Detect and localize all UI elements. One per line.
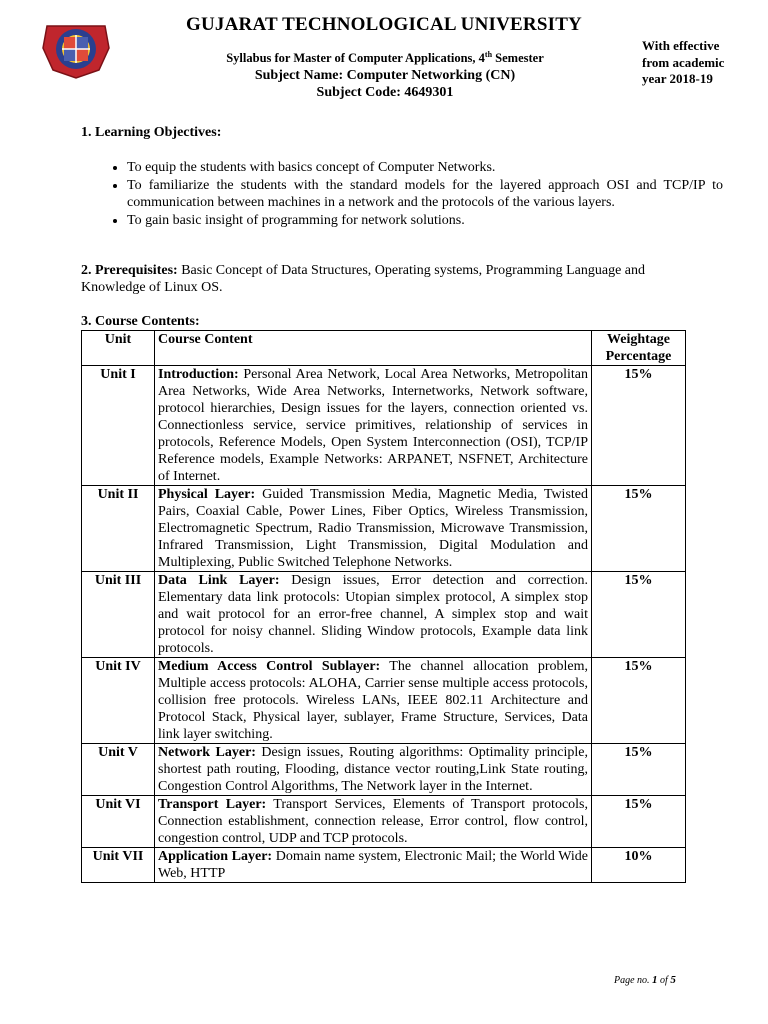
effective-year-note: With effective from academic year 2018-19 [642,38,725,86]
unit-label: Unit III [82,572,155,658]
subject-code: Subject Code: 4649301 [316,85,454,101]
list-item: • To familiarize the students with the standard models for the layered approach OSI and TCP/IP to communication between machines in a network and the protocols of the various layers. [127,177,723,211]
header-course-content: Course Content [155,331,592,366]
unit-label: Unit I [82,366,155,486]
unit-content: Transport Layer: Transport Services, Elements of Transport protocols, Connection establishment, connection release, Error control, flow control, congestion control, UDP and TCP protocols. [155,796,592,848]
unit-content: Network Layer: Design issues, Routing algorithms: Optimality principle, shortest path routing, Flooding, distance vector routing,Link State routing, Congestion Control Algorithms, The Network layer in the Internet. [155,744,592,796]
syllabus-header [150,46,620,101]
unit-weightage: 15% [592,486,686,572]
unit-label: Unit V [82,744,155,796]
table-row [82,572,686,658]
header-unit: Unit [82,331,155,366]
section-course-contents-title: 3. Course Contents: [81,314,200,329]
table-row [82,796,686,848]
table-header-row [82,331,686,366]
table-row [82,658,686,744]
unit-label: Unit VII [82,848,155,883]
table-row [82,744,686,796]
header-weightage: Weightage Percentage [592,331,686,366]
table-row [82,486,686,572]
list-item: • To equip the students with basics concept of Computer Networks. [127,159,723,176]
unit-content: Physical Layer: Guided Transmission Media, Magnetic Media, Twisted Pairs, Coaxial Cable, Power Lines, Fiber Optics, Wireless Transmission, Electromagnetic Spectrum, Radio Transmission, Microwave Transmission, Infrared Transmission, Light Transmission, Digital Modulation and Multiplexing, Public Switched Telephone Networks. [155,486,592,572]
unit-weightage: 15% [592,744,686,796]
table-row [82,366,686,486]
page-number: Page no. 1 of 5 [614,974,676,986]
unit-content: Data Link Layer: Design issues, Error detection and correction. Elementary data link protocols: Utopian simplex protocol, A simplex stop and wait protocol for an error-free channel, A simplex stop and wait protocol for noisy channel. Sliding Window protocols, Example data link protocols. [155,572,592,658]
prerequisites-text: Basic Concept of Data Structures, Operating systems, Programming Language and Knowledge of Linux OS. [81,263,646,295]
unit-weightage: 15% [592,658,686,744]
section-learning-objectives-title: 1. Learning Objectives: [81,125,222,140]
unit-weightage: 15% [592,366,686,486]
course-contents-table [81,330,686,883]
university-title: GUJARAT TECHNOLOGICAL UNIVERSITY [186,14,582,35]
unit-content: Introduction: Personal Area Network, Local Area Networks, Metropolitan Area Networks, Wide Area Networks, Internetworks, Network software, protocol hierarchies, Design issues for the layers, connection oriented vs. Connectionless service, service primitives, relationship of services in protocols, Reference Models, Open System Interconnection (OSI), TCP/IP Reference models, Example Networks: ARPANET, NSFNET, Architecture of Internet. [155,366,592,486]
syllabus-line: Syllabus for Master of Computer Applications, 4th Semester [226,50,544,66]
unit-weightage: 10% [592,848,686,883]
table-row [82,848,686,883]
unit-weightage: 15% [592,796,686,848]
prerequisites [81,262,681,296]
unit-label: Unit IV [82,658,155,744]
unit-content: Application Layer: Domain name system, Electronic Mail; the World Wide Web, HTTP [155,848,592,883]
unit-label: Unit II [82,486,155,572]
unit-label: Unit VI [82,796,155,848]
list-item: • To gain basic insight of programming for network solutions. [127,212,723,229]
subject-name: Subject Name: Computer Networking (CN) [254,68,516,84]
unit-weightage: 15% [592,572,686,658]
prerequisites-title: 2. Prerequisites: [81,263,178,278]
objectives-list [81,159,723,230]
unit-content: Medium Access Control Sublayer: The channel allocation problem, Multiple access protocols: ALOHA, Carrier sense multiple access protocols, collision free protocols. Wireless LANs, IEEE 802.11 Architecture and Protocol Stack, Physical layer, sublayer, Frame Structure, Services, Data link layer switching. [155,658,592,744]
